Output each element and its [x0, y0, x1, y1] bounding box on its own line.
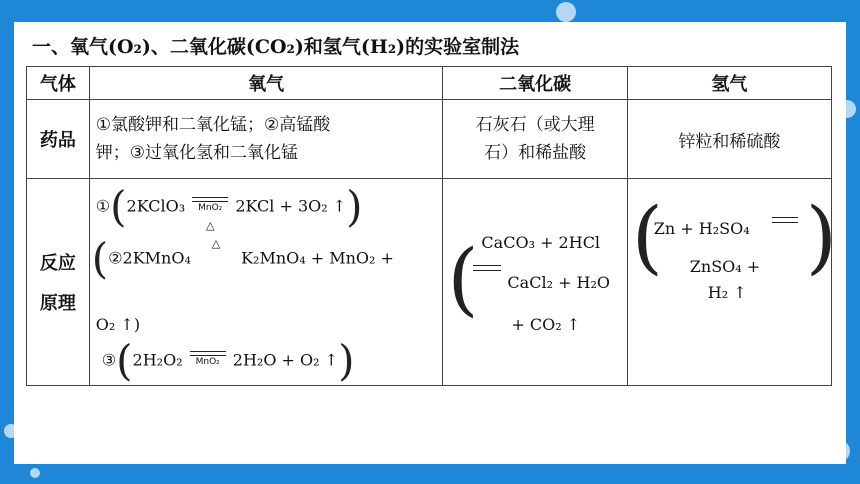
- equation-h2o2: [101, 336, 355, 385]
- header-oxygen: 氧气: [89, 67, 443, 100]
- paren-close: ): [805, 190, 838, 283]
- paren-open: (: [631, 190, 664, 283]
- gas-prep-table: [26, 66, 838, 386]
- reaction-row: [27, 179, 832, 386]
- paren-close: ): [346, 182, 363, 231]
- paren-close: ): [338, 336, 355, 385]
- eq-number: ③: [101, 350, 117, 370]
- title-text: 和氢气: [303, 36, 361, 58]
- eq-reactant: 2H₂O₂: [132, 350, 183, 370]
- header-hydrogen: 氢气: [627, 67, 831, 100]
- eq-product: 2KCl + 3O₂ ↑: [235, 196, 347, 216]
- eq-number: ②: [108, 248, 123, 268]
- drug-oxygen-line: ①氯酸钾和二氧化锰；②高锰酸: [95, 115, 331, 135]
- header-gas: 气体: [27, 67, 90, 100]
- title-co2: (CO₂): [245, 36, 304, 58]
- condition-mark: MnO₂: [188, 351, 228, 371]
- drug-co2-line: 石）和稀盐酸: [484, 143, 587, 163]
- eq-product: K₂MnO₄ + MnO₂ +: [241, 248, 394, 268]
- paren-open: (: [91, 234, 109, 283]
- title-text: 一、氧气: [32, 36, 109, 58]
- reaction-co2: [443, 179, 627, 386]
- co2-eq-line: CaCl₂ + H₂O: [507, 273, 611, 292]
- equation-kclo3: [95, 182, 363, 232]
- co2-eq-line: + CO₂ ↑: [511, 315, 581, 334]
- h2-eq-line: H₂ ↑: [707, 283, 747, 302]
- condition-mark: △: [211, 237, 221, 250]
- title-text: 的实验室制法: [405, 36, 520, 58]
- title-text: 、二氧化碳: [150, 36, 246, 58]
- h2-eq-line: ZnSO₄ +: [689, 257, 761, 276]
- header-row: [27, 67, 832, 100]
- reaction-hydrogen: [627, 179, 838, 386]
- reaction-oxygen: [89, 179, 443, 386]
- drug-label: 药品: [27, 100, 90, 179]
- header-co2: 二氧化碳: [443, 67, 627, 100]
- paren-open: (: [447, 232, 479, 325]
- eq-reactant: 2KClO₃: [126, 196, 186, 216]
- reaction-label-line: 反应: [39, 253, 76, 274]
- slide-card: [14, 22, 846, 464]
- reaction-label-line: 原理: [39, 293, 76, 314]
- drug-co2: [443, 100, 627, 179]
- condition-mark: MnO₂ △: [190, 197, 230, 217]
- equation-tail: O₂ ↑): [95, 315, 141, 334]
- equation-kmno4: [91, 234, 394, 283]
- h2-eq-line: Zn + H₂SO₄: [653, 219, 750, 238]
- title-h2: (H₂): [360, 36, 406, 58]
- title-o2: (O₂): [108, 36, 151, 58]
- decor-bubble: [556, 2, 576, 22]
- eq-reactant: 2KMnO₄: [122, 248, 191, 268]
- drug-oxygen-line: 钾；③过氧化氢和二氧化锰: [95, 143, 299, 163]
- decor-bubble: [30, 468, 40, 478]
- drug-co2-line: 石灰石（或大理: [475, 115, 595, 135]
- reaction-label: [27, 179, 90, 386]
- drug-oxygen: [89, 100, 443, 179]
- drug-hydrogen: 锌粒和稀硫酸: [627, 100, 831, 179]
- slide-title: [32, 32, 519, 59]
- co2-eq-line: CaCO₃ + 2HCl: [481, 233, 601, 252]
- paren-open: (: [116, 336, 133, 385]
- paren-open: (: [110, 182, 127, 231]
- eq-number: ①: [95, 196, 111, 216]
- drug-row: [27, 100, 832, 179]
- eq-product: 2H₂O + O₂ ↑: [232, 350, 339, 370]
